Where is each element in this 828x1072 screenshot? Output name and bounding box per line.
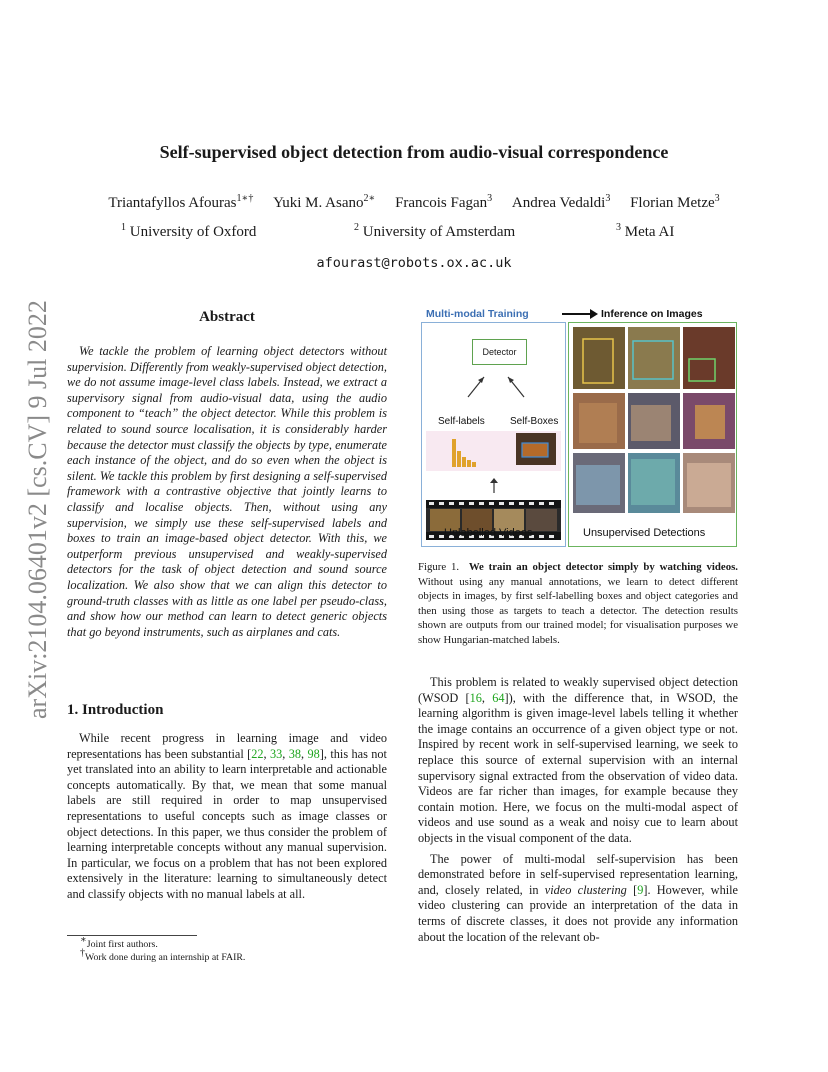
self-labels-label: Self-labels — [438, 416, 485, 427]
citation-link[interactable]: 16 — [469, 690, 482, 705]
author: Francois Fagan$^3$ — [395, 193, 493, 211]
training-panel — [421, 322, 566, 547]
figure-1 — [418, 305, 740, 550]
footnote: †Work done during an internship at FAIR. — [80, 947, 246, 963]
affiliation: $^2$ University of Amsterdam — [354, 222, 516, 240]
author: Florian Metze$^3$ — [630, 193, 720, 211]
body-paragraph: The power of multi-modal self-supervision has been demonstrated before in self-supervised representation learning, and, closely related, in video clustering [9]. However, while video clustering can provide an interpretation of the data in terms of discrete classes, it does not provide any information about the location of the relevant ob- — [418, 851, 739, 944]
section-heading-introduction: 1. Introduction — [67, 702, 164, 718]
unsupervised-detections-label: Unsupervised Detections — [583, 527, 706, 539]
right-column-text — [418, 675, 738, 945]
author: Yuki M. Asano$^{2∗}$ — [273, 193, 376, 211]
citation-link[interactable]: 38 — [288, 746, 302, 761]
arrow-right-icon — [560, 307, 600, 321]
figure-caption: Figure 1. We train an object detector simply by watching videos. Without using any manual annotations, we learn to detect different objects in images, by first self-labelling boxes and object categories and then using those as targets to teach a detector. The detection results shown are outputs from our trained model; for visualisation purposes we show Hungarian-matched labels. — [418, 561, 738, 646]
self-boxes-label: Self-Boxes — [510, 416, 559, 427]
contact-email[interactable]: afourast@robots.ox.ac.uk — [316, 255, 512, 271]
citation-link[interactable]: 64 — [492, 690, 505, 705]
abstract-heading: Abstract — [199, 309, 255, 325]
citation-link[interactable]: 9 — [637, 882, 644, 897]
citation-link[interactable]: 22 — [251, 746, 264, 761]
paper-title: Self-supervised object detection from audio-visual correspondence — [159, 142, 669, 162]
body-paragraph: This problem is related to weakly supervised object detection (WSOD [16, 64]), with the difference that, in WSOD, the learning algorithm is given image-level labels telling it whether the image contains an occurrence of a given object type or not. Inspired by recent work in self-supervised learning, we seek to replace this source of external supervision with an internal supervisory signal extracted from the observation of video data. Videos are far richer than images, for example because they contain motion. Here, we focus on the multi-modal aspect of videos and use sound as a weak and noisy cue to learn about objects in the visual component of the data. — [418, 675, 738, 845]
video-frame-thumbnail — [516, 433, 556, 465]
inference-label: Inference on Images — [601, 308, 703, 320]
author: Andrea Vedaldi$^3$ — [511, 193, 611, 211]
abstract-text: We tackle the problem of learning object detectors without supervision. Differently from weakly-supervised object detection, we do not assume image-level class labels. Instead, we extract a supervisory signal from audio-visual data, using the audio component to “teach” the object detector. While this problem is related to sound source localisation, it is considerably harder because the detector must classify the objects by type, enumerate each instance of the object, and do so even when the object is silent. We tackle this problem by first designing a self-supervised framework with a contrastive objective that jointly learns to classify and localise objects. Then, without using any supervision, we simply use these self-supervised labels and boxes to train an image-based object detector. With this, we outperform previous unsupervised and weakly-supervised detectors for the task of object detection and sound source localization. We also show that we can align this detector to ground-truth classes with as little as one label per pseudo-class, and show how our method can learn to detect generic objects that go beyond instruments, such as airplanes and cats. — [67, 344, 387, 639]
detection-image-grid — [571, 325, 738, 525]
arrow-up-icon — [488, 478, 500, 494]
histogram-icon — [450, 433, 482, 469]
author: Triantafyllos Afouras$^{1∗\dagger}$ — [108, 193, 254, 211]
author-list — [0, 195, 828, 212]
citation-link[interactable]: 98 — [307, 746, 320, 761]
arxiv-stamp: arXiv:2104.06401v2 [cs.CV] 9 Jul 2022 — [23, 300, 52, 719]
footnote: ∗Joint first authors. — [80, 934, 158, 950]
detector-box: Detector — [472, 339, 527, 365]
affiliation: $^1$ University of Oxford — [121, 222, 257, 240]
unlabelled-videos-label: Unlabelled Videos — [444, 527, 533, 539]
citation-link[interactable]: 33 — [270, 746, 283, 761]
inference-panel — [568, 322, 737, 547]
multimodal-training-label: Multi-modal Training — [426, 308, 529, 320]
intro-paragraph: While recent progress in learning image and video representations has been substantial [22, 33, 38, 98], this has not yet translated into an ability to learn interpretable and actionable concepts automatically. By that, we mean that some manual labels are still required in order to map unsupervised representations to useful concepts such as image classes or object detections. In this paper, we thus consider the problem of learning interpretable concepts without any manual supervision. In particular, we focus on a problem that has not been explored extensively in the literature: learning to simultaneously detect and classify objects with no manual labels at all. — [67, 731, 387, 901]
affiliation: $^3$ Meta AI — [616, 222, 675, 240]
arrows-up-icon — [462, 371, 532, 401]
